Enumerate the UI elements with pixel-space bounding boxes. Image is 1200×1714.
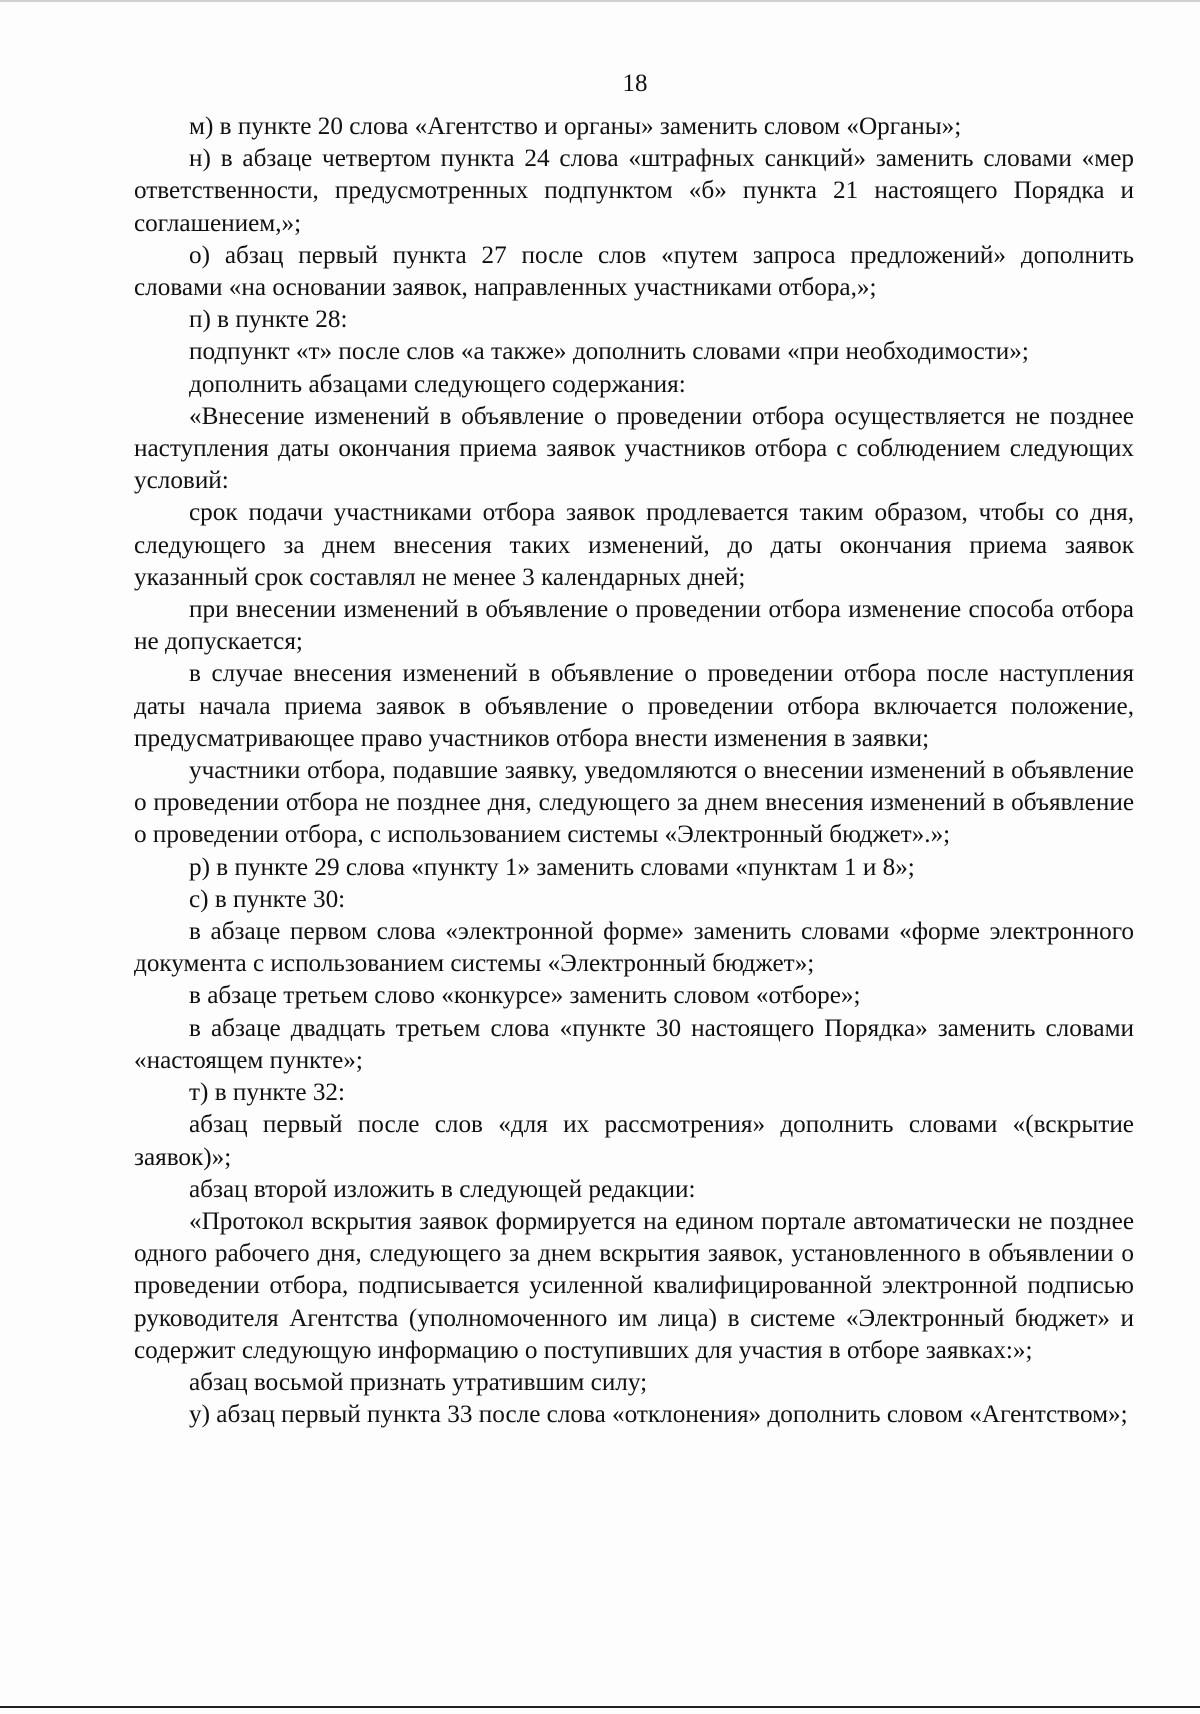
paragraph-p-subitem-t: подпункт «т» после слов «а также» дополнить словами «при необходимости»; [189, 338, 1029, 366]
paragraph-u: у) абзац первый пункта 33 после слова «отклонения» дополнить словом «Агентством»; [189, 1401, 1128, 1429]
paragraph-t: т) в пункте 32: [189, 1079, 346, 1107]
paragraph-deadline-extension: срок подачи участниками отбора заявок продлевается таким образом, чтобы со дня, следующего за днем внесения таких изменений, до даты окончания приема заявок указанный срок составлял не менее 3 календарных дней; [134, 499, 1134, 591]
paragraph-s-third: в абзаце третьем слово «конкурсе» заменить словом «отборе»; [189, 982, 861, 1010]
page-number: 18 [622, 70, 648, 97]
paragraph-t-second: абзац второй изложить в следующей редакции: [189, 1175, 696, 1203]
paragraph-r: р) в пункте 29 слова «пункту 1» заменить словами «пунктам 1 и 8»; [189, 853, 915, 881]
bottom-edge-line [0, 1706, 1200, 1708]
paragraph-change-applications: в случае внесения изменений в объявление о проведении отбора после наступления даты начала приема заявок в объявление о проведении отбора включается положение, предусматривающее право участников отбора внести изменения в заявки; [134, 660, 1134, 752]
paragraph-p-add-intro: дополнить абзацами следующего содержания: [189, 370, 686, 398]
paragraph-t-first: абзац первый после слов «для их рассмотрения» дополнить словами «(вскрытие заявок)»; [134, 1111, 1134, 1171]
paragraph-n: н) в абзаце четвертом пункта 24 слова «штрафных санкций» заменить словами «мер ответственности, предусмотренных подпунктом «б» пункта 21 настоящего Порядка и соглашением,»; [134, 145, 1134, 237]
top-edge-line [0, 0, 1200, 2]
paragraph-method-unchanged: при внесении изменений в объявление о проведении отбора изменение способа отбора не допускается; [134, 596, 1134, 656]
paragraph-notification: участники отбора, подавшие заявку, уведомляются о внесении изменений в объявление о проведении отбора не позднее дня, следующего за днем внесения изменений в объявление о проведении отбора, с использованием системы «Электронный бюджет».»; [134, 757, 1134, 849]
paragraph-m: м) в пункте 20 слова «Агентство и органы» заменить словом «Органы»; [189, 113, 962, 140]
paragraph-amendment-conditions: «Внесение изменений в объявление о проведении отбора осуществляется не позднее наступления даты окончания приема заявок участников отбора с соблюдением следующих условий: [134, 402, 1134, 495]
paragraph-s-twenty-third: в абзаце двадцать третьем слова «пункте 30 настоящего Порядка» заменить словами «настоящем пункте»; [134, 1014, 1134, 1074]
paragraph-protocol: «Протокол вскрытия заявок формируется на едином портале автоматически не позднее одного рабочего дня, следующего за днем вскрытия заявок, установленного в объявлении о проведении отбора, подписывается усиленной квалифицированной электронной подписью руководителя Агентства (уполномоченного им лица) в системе «Электронный бюджет» и содержит следующую информацию о поступивших для участия в отборе заявках:»; [134, 1207, 1134, 1364]
paragraph-s: с) в пункте 30: [189, 885, 346, 913]
paragraph-o: о) абзац первый пункта 27 после слов «путем запроса предложений» дополнить словами «на основании заявок, направленных участниками отбора,»; [134, 241, 1134, 302]
paragraph-p: п) в пункте 28: [189, 306, 348, 334]
paragraph-s-first: в абзаце первом слова «электронной форме» заменить словами «форме электронного документа с использованием системы «Электронный бюджет»; [134, 918, 1134, 978]
document-body [134, 111, 1134, 1431]
paragraph-eighth-void: абзац восьмой признать утратившим силу; [189, 1368, 648, 1396]
